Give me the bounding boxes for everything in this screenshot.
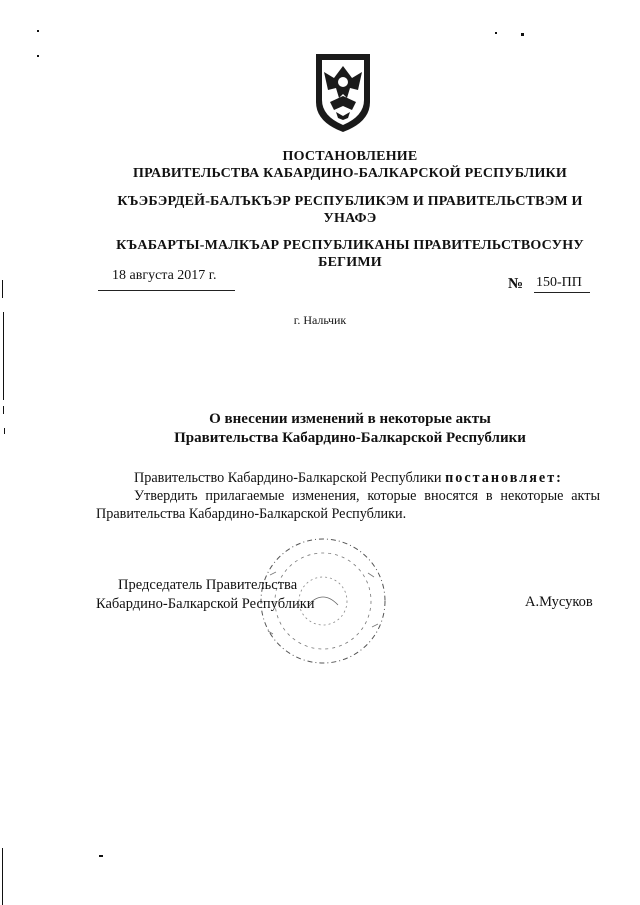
scan-speck xyxy=(99,855,103,857)
scan-speck xyxy=(37,30,39,32)
number-underline xyxy=(534,292,590,293)
decree-title xyxy=(60,148,640,182)
subject-line1: О внесении изменений в некоторые акты xyxy=(209,411,491,427)
scan-margin-mark xyxy=(2,280,3,298)
title-ru-line2: ПРАВИТЕЛЬСТВА КАБАРДИНО-БАЛКАРСКОЙ РЕСПУБЛИКИ xyxy=(132,166,568,181)
body-intro xyxy=(96,469,600,487)
position-line1: Председатель Правительства xyxy=(118,577,298,593)
scan-speck xyxy=(495,32,497,34)
number-sign: № xyxy=(508,276,524,292)
coat-of-arms-icon xyxy=(312,50,374,134)
position-line2: Кабардино-Балкарской Республики xyxy=(96,596,315,612)
decree-word: постановляет: xyxy=(445,470,563,486)
title-bal-line1: КЪАБАРТЫ-МАЛКЪАР РЕСПУБЛИКАНЫ ПРАВИТЕЛЬСТВОСУНУ xyxy=(116,238,584,253)
city-label: г. Нальчик xyxy=(293,313,347,327)
signatory-name: А.Мусуков xyxy=(525,594,593,610)
scan-margin-mark xyxy=(3,312,4,400)
scan-speck xyxy=(37,55,39,57)
date-underline xyxy=(98,290,235,291)
signatory-position xyxy=(96,576,315,614)
title-kab-line1: КЪЭБЭРДЕЙ-БАЛЪКЪЭР РЕСПУБЛИКЭМ И ПРАВИТЕЛЬСТВЭМ И xyxy=(117,194,583,209)
body-paragraph: Утвердить прилагаемые изменения, которые вносятся в некоторые акты Правительства Кабардино-Балкарской Республики. xyxy=(96,488,600,522)
decree-title-balkar xyxy=(60,237,640,271)
decree-date: 18 августа 2017 г. xyxy=(112,268,217,283)
decree-title-kabardian xyxy=(60,193,640,227)
decree-number: 150-ПП xyxy=(536,275,582,290)
scan-speck xyxy=(521,33,524,36)
scan-margin-mark xyxy=(3,406,4,414)
subject-line2: Правительства Кабардино-Балкарской Республики xyxy=(174,430,526,446)
title-kab-line2: УНАФЭ xyxy=(323,211,377,226)
scan-margin-mark xyxy=(2,848,3,905)
intro-text: Правительство Кабардино-Балкарской Республики xyxy=(134,470,442,486)
decree-subject xyxy=(60,410,640,448)
title-bal-line2: БЕГИМИ xyxy=(318,255,382,270)
title-ru-line1: ПОСТАНОВЛЕНИЕ xyxy=(282,149,418,164)
scan-margin-mark xyxy=(4,428,5,434)
